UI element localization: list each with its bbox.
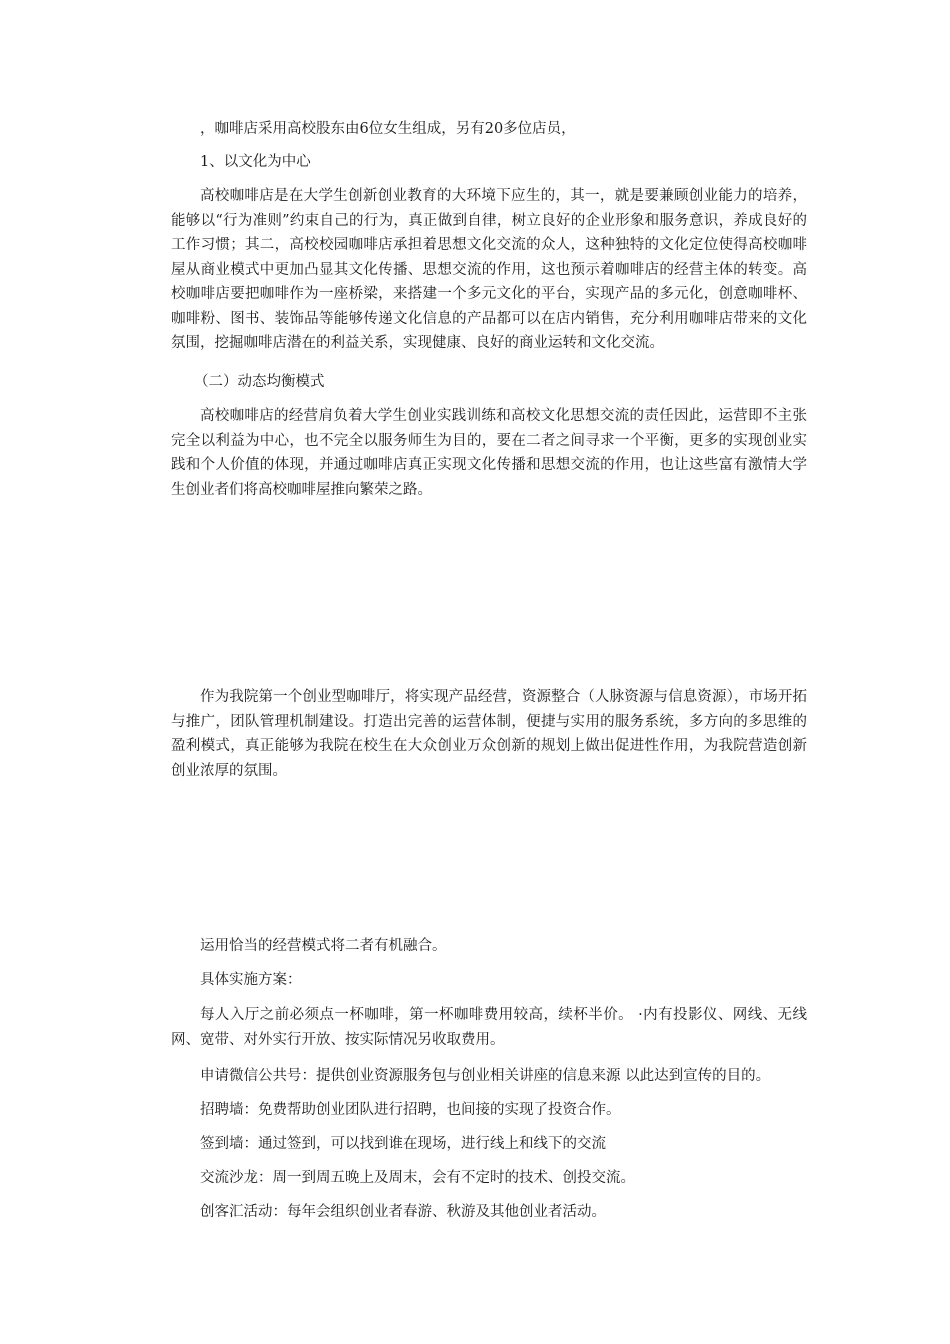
paragraph-wechat: 申请微信公共号：提供创业资源服务包与创业相关讲座的信息来源 以此达到宣传的目的。: [200, 1068, 771, 1084]
paragraph-dynamic-balance: 高校咖啡店的经营肩负着大学生创业实践训练和高校文化思想交流的责任因此，运营即不主张完全以利益为中心，也不完全以服务师生为目的，要在二者之间寻求一个平衡，更多的实现创业实践和个人价值的体现，并通过咖啡店真正实现文化传播和思想交流的作用，也让这些富有激情大学生创业者们将高校咖啡屋推向繁荣之路。: [171, 408, 807, 498]
paragraph-salon: 交流沙龙：周一到周五晚上及周末，会有不定时的技术、创投交流。: [200, 1170, 635, 1186]
paragraph-coffee-pricing: 每人入厅之前必须点一杯咖啡，第一杯咖啡费用较高，续杯半价。 ·内有投影仪、网线、无线网、宽带、对外实行开放、按实际情况另收取费用。: [171, 1007, 807, 1048]
heading-dynamic-balance: （二）动态均衡模式: [194, 374, 325, 390]
paragraph-business-model: 运用恰当的经营模式将二者有机融合。: [200, 938, 447, 954]
heading-culture-center: 1、以文化为中心: [200, 154, 311, 170]
paragraph-shareholders: ，咖啡店采用高校股东由6位女生组成，另有20多位店员，: [200, 121, 576, 137]
paragraph-first-cafe: 作为我院第一个创业型咖啡厅，将实现产品经营，资源整合（人脉资源与信息资源），市场开拓与推广，团队管理机制建设。打造出完善的运营体制，便捷与实用的服务系统，多方向的多思维的盈利模式，真正能够为我院在校生在大众创业万众创新的规划上做出促进性作用，为我院营造创新创业浓厚的氛围。: [171, 689, 807, 779]
paragraph-recruiting-wall: 招聘墙：免费帮助创业团队进行招聘，也间接的实现了投资合作。: [200, 1102, 621, 1118]
paragraph-checkin-wall: 签到墙：通过签到，可以找到谁在现场，进行线上和线下的交流: [200, 1136, 606, 1152]
paragraph-culture-center: 高校咖啡店是在大学生创新创业教育的大环境下应生的，其一，就是要兼顾创业能力的培养，能够以“行为准则”约束自己的行为，真正做到自律，树立良好的企业形象和服务意识，养成良好的工作习惯；其二，高校校园咖啡店承担着思想文化交流的众人，这种独特的文化定位使得高校咖啡屋从商业模式中更加凸显其文化传播、思想交流的作用，这也预示着咖啡店的经营主体的转变。高校咖啡店要把咖啡作为一座桥梁，来搭建一个多元文化的平台，实现产品的多元化，创意咖啡杯、咖啡粉、图书、装饰品等能够传递文化信息的产品都可以在店内销售，充分利用咖啡店带来的文化氛围，挖掘咖啡店潜在的利益关系，实现健康、良好的商业运转和文化交流。: [171, 188, 807, 351]
heading-implementation-plan: 具体实施方案：: [200, 972, 302, 988]
paragraph-maker-events: 创客汇活动：每年会组织创业者春游、秋游及其他创业者活动。: [200, 1204, 606, 1220]
